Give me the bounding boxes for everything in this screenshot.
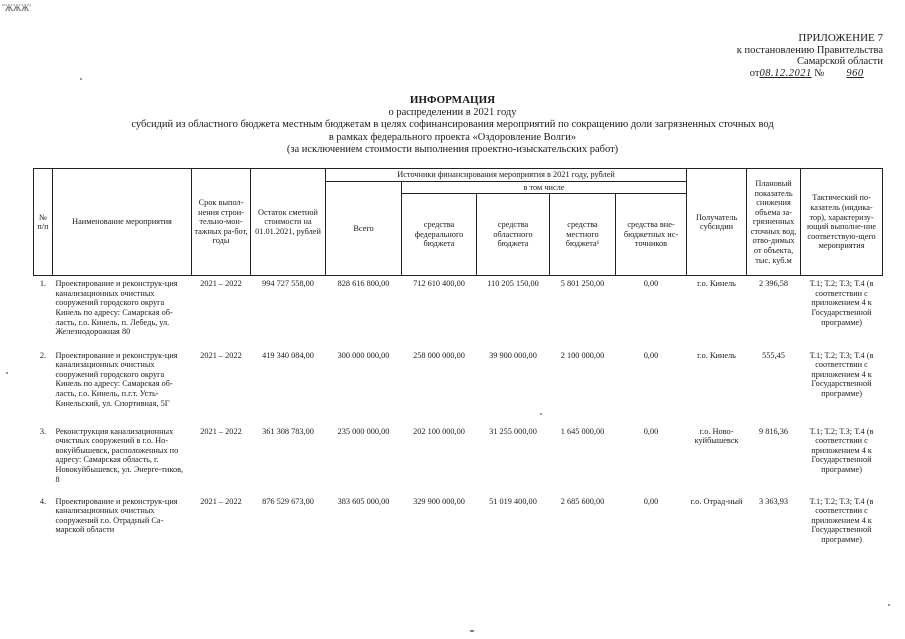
table-row — [34, 348, 883, 424]
appendix-line-3: Самарской области — [797, 56, 883, 67]
row-period: 2021 – 2022 — [200, 496, 242, 506]
row-tactical: Т.1; Т.2; Т.3; Т.4 (в соответствии с приложением 4 к Государственной программе) — [809, 279, 874, 327]
corner-mark: ˝ЖЖЖ′ — [2, 3, 32, 13]
header-planned: Плановый показатель снижения объема за-грязненных сточных вод, отво-димых от объекта, тыс. куб.м — [747, 169, 801, 276]
header-period: Срок выпол-нения строи-тельно-мон-тажных ра-бот, годы — [192, 169, 251, 276]
row-tactical: Т.1; Т.2; Т.3; Т.4 (в соответствии с приложением 4 к Государственной программе) — [809, 426, 874, 475]
row-extrabudget: 0,00 — [643, 426, 659, 436]
row-num: 1. — [39, 279, 47, 289]
row-federal: 712 610 400,00 — [413, 279, 465, 289]
row-recipient: г.о. Отрад-ный — [690, 496, 743, 506]
scan-speck — [540, 413, 542, 415]
number-prefix: № — [814, 67, 825, 79]
row-remaining: 994 727 558,00 — [262, 279, 314, 289]
row-regional: 110 205 150,00 — [487, 279, 539, 289]
document-title: ИНФОРМАЦИЯ — [409, 94, 496, 106]
row-remaining: 361 308 783,00 — [262, 426, 314, 436]
row-period: 2021 – 2022 — [200, 350, 242, 360]
date-prefix: от — [749, 67, 760, 79]
document-header — [0, 94, 905, 157]
row-local: 2 100 000,00 — [560, 350, 605, 360]
row-local: 5 801 250,00 — [560, 279, 605, 289]
row-name: Проектирование и реконструк-ция канализационных очистных сооружений городского округа Кинель по адресу: Самарская об-ласть, г.о. Кинель, п.г.т. Усть-Кинельский, ул. Спортивная, 5Г — [55, 350, 178, 408]
row-regional: 31 255 000,00 — [489, 426, 537, 436]
header-extrabudget: средства вне-бюджетных ис-точников — [616, 194, 687, 276]
row-num: 4. — [39, 496, 47, 506]
header-line-2: субсидий из областного бюджета местным бюджетам в целях софинансирования мероприятий по сокращению доли загрязненных сточных вод — [131, 119, 774, 131]
row-planned: 555,45 — [762, 350, 785, 360]
row-name: Проектирование и реконструк-ция канализационных очистных сооружений г.о. Отрадный Са-марской области — [55, 496, 178, 535]
handwritten-date: 08.12.2021 — [759, 67, 812, 79]
header-line-4: (за исключением стоимости выполнения проектно-изыскательских работ) — [286, 144, 619, 156]
header-sources: Источники финансирования мероприятия в 2021 году, рублей — [326, 169, 687, 182]
header-line-1: о распределении в 2021 году — [388, 106, 517, 118]
row-recipient: г.о. Кинель — [697, 350, 736, 360]
row-period: 2021 – 2022 — [200, 279, 242, 289]
header-tactical: Тактический по-казатель (индика-тор), характеризу-ющий выполне-ние соответствую-щего мероприятия — [801, 169, 883, 276]
row-num: 2. — [39, 350, 47, 360]
row-local: 1 645 000,00 — [560, 426, 605, 436]
table-row — [34, 424, 883, 494]
row-federal: 202 100 000,00 — [413, 426, 465, 436]
row-period: 2021 – 2022 — [200, 426, 242, 436]
scan-speck — [6, 372, 8, 374]
row-planned: 9 816,36 — [759, 426, 789, 436]
header-num: № п/п — [34, 169, 53, 276]
appendix-block — [737, 33, 883, 79]
row-regional: 51 019 400,00 — [489, 496, 537, 506]
handwritten-number: 960 — [846, 67, 864, 79]
row-num: 3. — [39, 426, 47, 436]
header-remaining: Остаток сметной стоимости на 01.01.2021, рублей — [251, 169, 326, 276]
header-including: в том числе — [402, 181, 687, 194]
row-remaining: 419 340 084,00 — [262, 350, 314, 360]
header-name: Наименование мероприятия — [53, 169, 192, 276]
row-local: 2 685 600,00 — [560, 496, 605, 506]
header-total: Всего — [326, 181, 402, 276]
row-total: 383 605 000,00 — [337, 496, 390, 506]
row-total: 828 616 800,00 — [337, 279, 390, 289]
header-local: средства местного бюджета¹ — [550, 194, 616, 276]
row-tactical: Т.1; Т.2; Т.3; Т.4 (в соответствии с приложением 4 к Государственной программе) — [809, 496, 874, 545]
appendix-title: ПРИЛОЖЕНИЕ 7 — [798, 32, 883, 44]
row-total: 300 000 000,00 — [337, 350, 390, 360]
row-total: 235 000 000,00 — [337, 426, 390, 436]
row-extrabudget: 0,00 — [643, 350, 659, 360]
table-row — [34, 276, 883, 348]
row-name: Реконструкция канализационных очистных сооружений в г.о. Но-вокуйбышевск, расположенных по адресу: Самарская область, г. Новокуйбышевск, ул. Энерге-тиков, 8 — [55, 426, 184, 484]
row-extrabudget: 0,00 — [643, 279, 659, 289]
header-federal: средства федерального бюджета — [402, 194, 477, 276]
table-row — [34, 494, 883, 564]
subsidy-table — [33, 168, 883, 564]
appendix-line-2: к постановлению Правительства — [736, 44, 883, 56]
row-recipient: г.о. Ново-куйбышевск — [694, 426, 739, 446]
row-federal: 329 900 000,00 — [413, 496, 465, 506]
row-planned: 3 363,93 — [759, 496, 789, 506]
row-extrabudget: 0,00 — [643, 496, 659, 506]
row-remaining: 876 529 673,00 — [262, 496, 314, 506]
row-regional: 39 900 000,00 — [489, 350, 537, 360]
header-recipient: Получатель субсидии — [687, 169, 747, 276]
row-tactical: Т.1; Т.2; Т.3; Т.4 (в соответствии с приложением 4 к Государственной программе) — [809, 350, 874, 399]
header-line-3: в рамках федерального проекта «Оздоровление Волги» — [328, 131, 577, 143]
header-regional: средства областного бюджета — [477, 194, 550, 276]
appendix-date-line — [737, 68, 883, 80]
scan-speck — [470, 630, 474, 632]
scan-speck — [888, 604, 890, 606]
row-planned: 2 396,58 — [759, 279, 789, 289]
scan-speck — [80, 78, 82, 80]
row-recipient: г.о. Кинель — [697, 279, 736, 289]
row-federal: 258 000 000,00 — [413, 350, 465, 360]
row-name: Проектирование и реконструк-ция канализационных очистных сооружений городского округа Кинель по адресу: Самарская об-ласть, г.о. Кинель, п. Лебедь, ул. Железнодорожная 80 — [55, 279, 178, 337]
